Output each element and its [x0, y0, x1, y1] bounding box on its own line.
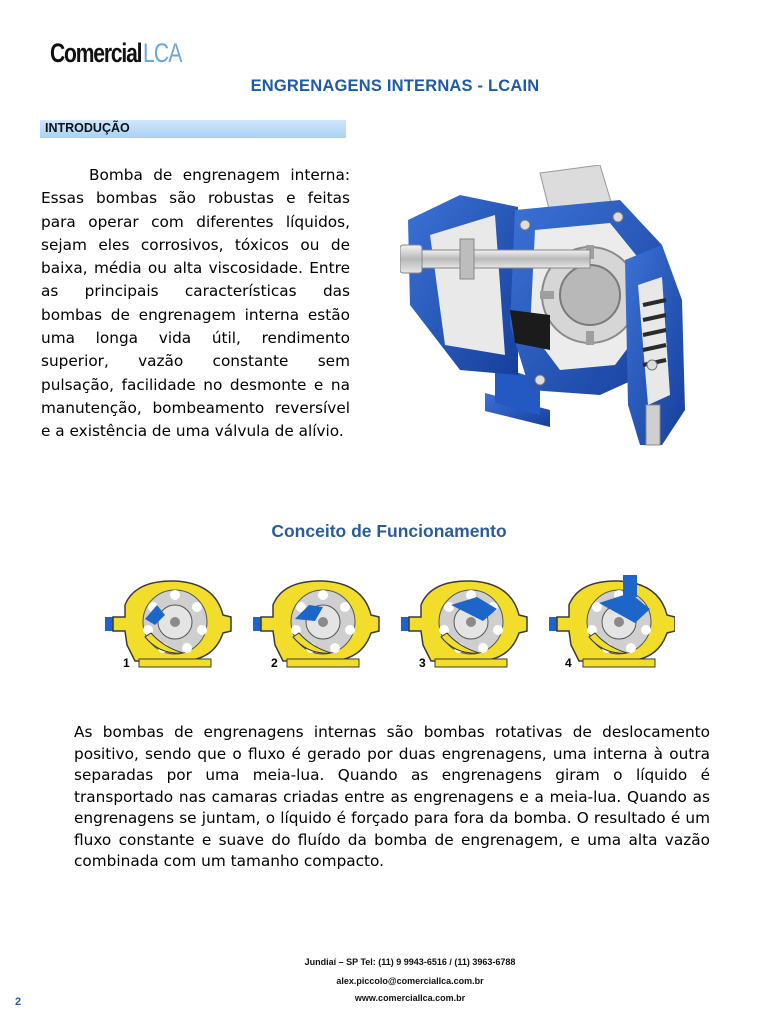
stage-label-1: 1: [123, 656, 130, 670]
stage-label-2: 2: [271, 656, 278, 670]
stage-3: [401, 581, 527, 667]
logo-word-lca: LCA: [143, 38, 182, 68]
section-bar-introducao: [40, 120, 346, 138]
pump-cutaway-illustration: [400, 165, 690, 465]
section-heading-introducao: INTRODUÇÃO: [45, 121, 130, 135]
concept-text-block: [74, 722, 710, 873]
stage-label-4: 4: [565, 656, 572, 670]
concept-paragraph: As bombas de engrenagens internas são bombas rotativas de deslocamento positivo, sendo que o fluxo é gerado por duas engrenagens, uma interna à outra separadas por uma meia-lua. Quando as engrenagens giram o líquido é transportado nas camaras criadas entre as engrenagens e a meia-lua. Quando as engrenagens se juntam, o líquido é forçado para fora da bomba. O resultado é um fluxo constante e suave do fluído da bomba de engrenagem, e uma alta vazão combinada com um tamanho compacto.: [74, 723, 710, 870]
page-number: 2: [15, 996, 22, 1008]
intro-paragraph: Bomba de engrenagem interna: Essas bombas são robustas e feitas para operar com diferentes líquidos, sejam eles corrosivos, tóxicos ou de baixa, média ou alta viscosidade. Entre as principais características das bombas de engrenagem interna estão uma longa vida útil, rendimento superior, vazão constante sem pulsação, facilidade no desmonte e na manutenção, bombeamento reversível e a existência de uma válvula de alívio.: [41, 166, 350, 441]
concept-heading: Conceito de Funcionamento: [271, 521, 507, 541]
footer-email[interactable]: alex.piccolo@comerciallca.com.br: [336, 976, 484, 986]
stage-1: [105, 581, 231, 667]
stage-2: [253, 581, 379, 667]
gear-stages-diagram: [105, 575, 675, 675]
logo-word-comercial: Comercial: [50, 38, 142, 68]
footer-website[interactable]: www.comerciallca.com.br: [354, 993, 466, 1003]
stage-label-3: 3: [419, 656, 426, 670]
footer-address-phone: Jundiaí – SP Tel: (11) 9 9943-6516 / (11) 3963-6788: [304, 957, 516, 967]
intro-text-block: [41, 164, 350, 444]
page-title: ENGRENAGENS INTERNAS - LCAIN: [250, 77, 540, 95]
stage-4: [549, 575, 675, 667]
company-logo: [50, 38, 193, 74]
